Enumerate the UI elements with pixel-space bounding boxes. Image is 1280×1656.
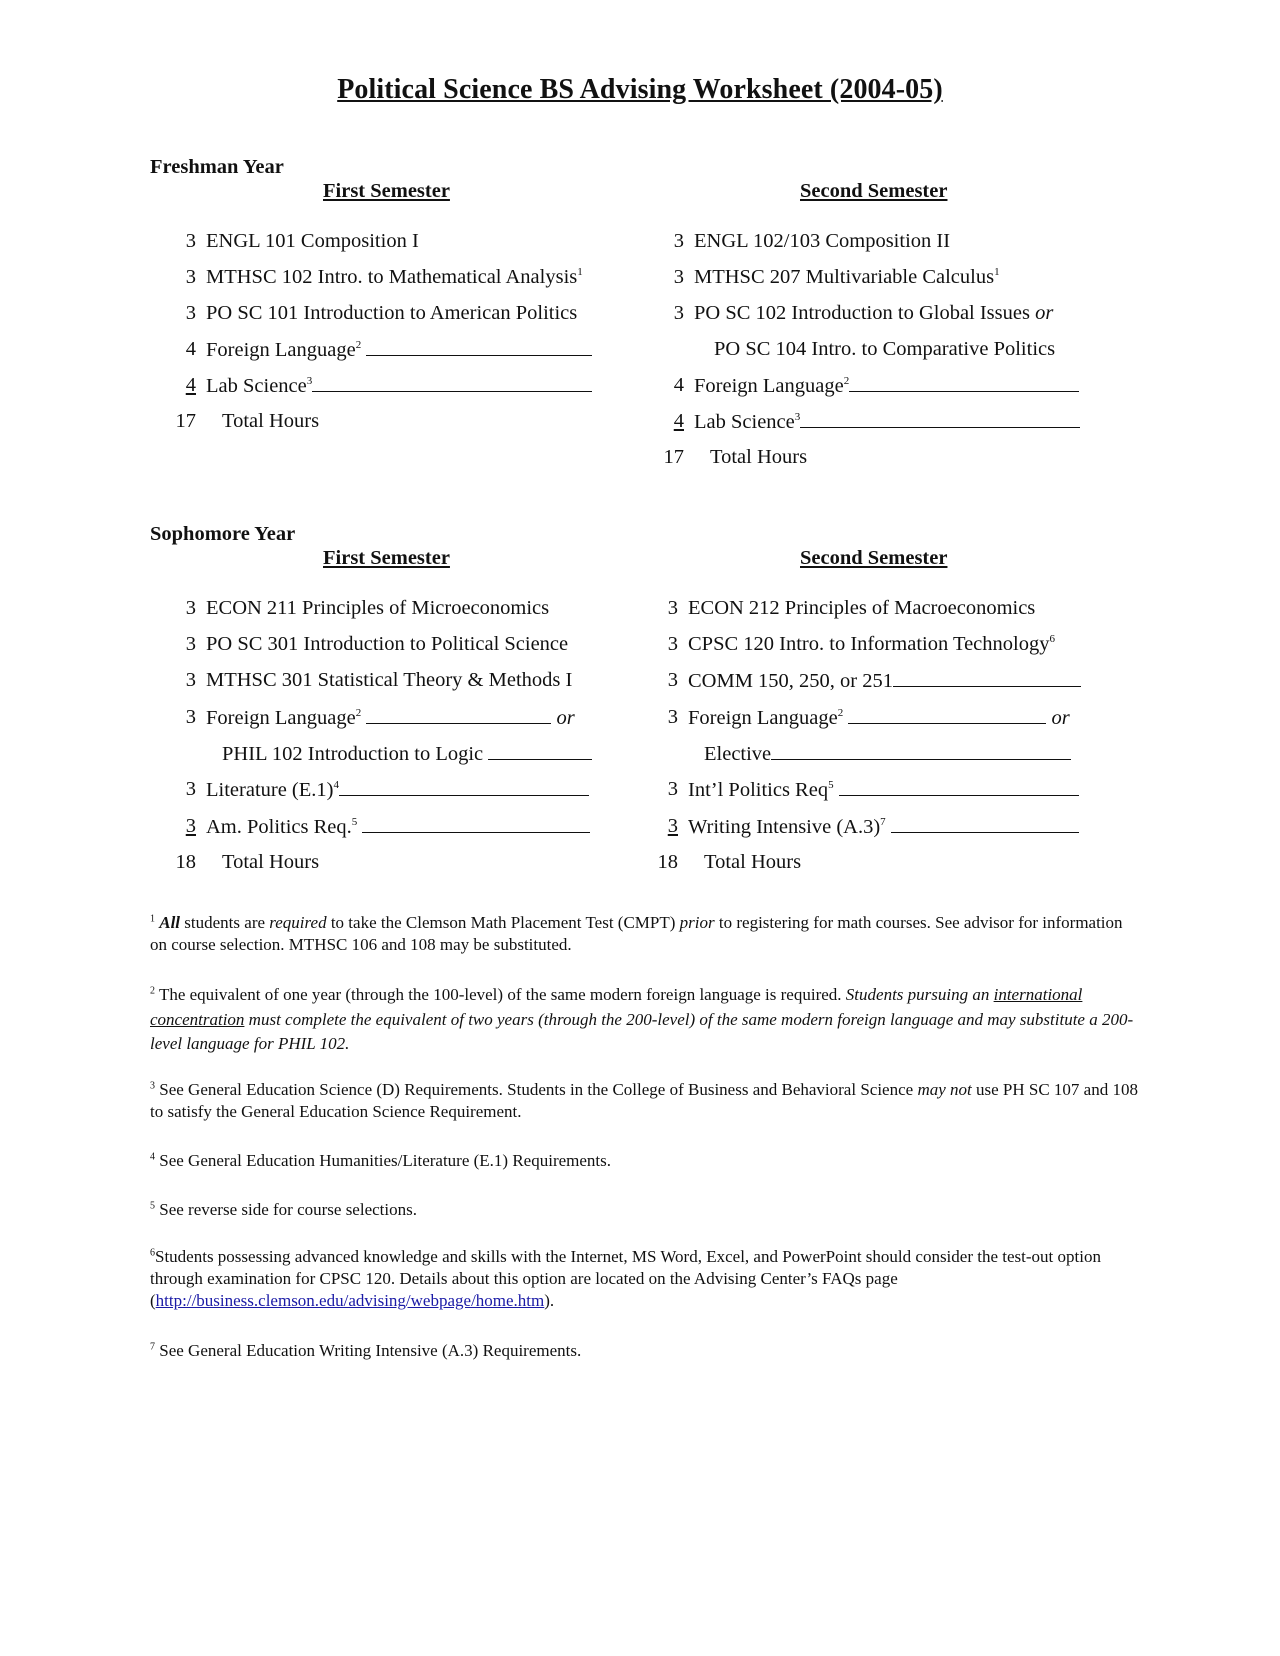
sophomore-year-heading: Sophomore Year [150, 523, 296, 545]
or-connector: or [556, 707, 575, 729]
footnote-ref: 4 [333, 779, 339, 792]
footnote-text: See General Education Writing Intensive (A.3) Requirements. [159, 1341, 582, 1360]
advising-faq-link[interactable]: http://business.clemson.edu/advising/webpage/home.htm [155, 1291, 545, 1310]
footnote-ref: 2 [355, 707, 362, 720]
fill-in-blank[interactable] [891, 813, 1079, 833]
footnote-text: The equivalent of one year (through the 100-level) of the same modern foreign language is required. [158, 985, 846, 1004]
credit-hours: 3 [667, 815, 678, 837]
course-title: MTHSC 207 Multivariable Calculus [694, 266, 995, 288]
course-title: Foreign Language [206, 339, 356, 361]
course-title: PO SC 102 Introduction to Global Issues [694, 302, 1030, 324]
footnote-number: 4 [150, 1151, 155, 1163]
footnote-number: 3 [150, 1080, 155, 1092]
credit-hours: 3 [673, 266, 684, 288]
footnote-ref: 1 [577, 266, 583, 279]
footnote-ref: 2 [843, 375, 850, 388]
total-hours-value: 17 [663, 446, 684, 468]
footnote-text: students are [180, 913, 270, 932]
footnote-text: Students possessing advanced knowledge and skills with the Internet, MS Word, Excel, and PowerPoint should consider the test-out option through examination for CPSC 120. Details about this option are located on the Advising Center’s FAQs page ( [150, 1247, 1101, 1310]
credit-hours: 3 [673, 302, 684, 324]
credit-hours: 3 [667, 778, 678, 800]
course-title: COMM 150, 250, or 251 [688, 670, 894, 692]
footnote-text: to registering for math courses. See advisor for information on course selection. MTHSC 106 and 108 may be substituted. [150, 913, 1123, 954]
footnote-text: required [269, 913, 327, 932]
fill-in-blank[interactable] [366, 704, 551, 724]
freshman-first-semester-heading: First Semester [323, 180, 450, 202]
footnote-text: international concentration [150, 985, 1083, 1029]
footnote-ref: 3 [306, 375, 313, 388]
footnote-ref: 7 [880, 816, 886, 829]
footnote-number: 1 [150, 913, 155, 925]
sophomore-first-semester-heading: First Semester [323, 547, 450, 569]
fill-in-blank[interactable] [339, 776, 589, 796]
footnote-7 [150, 1340, 1140, 1362]
footnote-text: prior [679, 913, 715, 932]
fill-in-blank[interactable] [362, 813, 590, 833]
footnote-number: 7 [150, 1341, 155, 1353]
footnote-text: All [159, 913, 181, 932]
fill-in-blank[interactable] [839, 776, 1079, 796]
fill-in-blank[interactable] [488, 740, 592, 760]
credit-hours: 4 [673, 410, 684, 432]
course-title: PO SC 101 Introduction to American Politics [206, 302, 578, 324]
course-title: Writing Intensive (A.3) [688, 816, 881, 838]
course-title: ECON 212 Principles of Macroeconomics [688, 597, 1036, 619]
total-hours-value: 18 [175, 851, 196, 873]
credit-hours: 3 [667, 633, 678, 655]
course-title: Foreign Language [206, 707, 356, 729]
freshman-year-heading: Freshman Year [150, 156, 284, 178]
credit-hours: 3 [185, 669, 196, 691]
footnote-text: See General Education Science (D) Requirements. Students in the College of Business and Behavioral Science [159, 1080, 918, 1099]
course-title: Lab Science [694, 411, 795, 433]
footnote-3 [150, 1079, 1140, 1123]
fill-in-blank[interactable] [800, 408, 1080, 428]
course-title: Foreign Language [688, 707, 838, 729]
freshman-second-semester-heading: Second Semester [800, 180, 948, 202]
credit-hours: 3 [185, 633, 196, 655]
total-hours-label: Total Hours [222, 851, 320, 873]
credit-hours: 3 [185, 266, 196, 288]
footnote-text: may not [917, 1080, 972, 1099]
footnote-4 [150, 1150, 1140, 1172]
footnote-ref: 2 [355, 339, 362, 352]
footnote-1 [150, 912, 1140, 956]
footnote-text: must complete the equivalent of two years (through the 200-level) of the same modern foreign language and may substitute a 200-level language for PHIL 102. [150, 1009, 1134, 1053]
footnote-text: ). [544, 1291, 555, 1310]
footnote-text: See reverse side for course selections. [155, 1200, 417, 1219]
footnote-ref: 6 [1049, 633, 1055, 646]
total-hours-label: Total Hours [710, 446, 808, 468]
course-title: MTHSC 102 Intro. to Mathematical Analysis [206, 266, 578, 288]
credit-hours: 3 [673, 230, 684, 252]
credit-hours: 3 [185, 230, 196, 252]
fill-in-blank[interactable] [849, 372, 1079, 392]
course-title: PO SC 104 Intro. to Comparative Politics [714, 338, 1056, 360]
course-title: PHIL 102 Introduction to Logic [222, 743, 484, 765]
course-title: Am. Politics Req. [206, 816, 352, 838]
fill-in-blank[interactable] [312, 372, 592, 392]
footnote-ref: 5 [828, 779, 834, 792]
credit-hours: 3 [667, 706, 678, 728]
course-title: Elective [704, 743, 772, 765]
fill-in-blank[interactable] [848, 704, 1046, 724]
footnote-5 [150, 1199, 1140, 1221]
footnote-number: 6 [150, 1247, 155, 1259]
footnote-text: to take the Clemson Math Placement Test (CMPT) [326, 913, 680, 932]
credit-hours: 3 [185, 706, 196, 728]
course-title: CPSC 120 Intro. to Information Technology [688, 633, 1050, 655]
total-hours-value: 17 [175, 410, 196, 432]
course-title: ENGL 102/103 Composition II [694, 230, 951, 252]
fill-in-blank[interactable] [366, 336, 592, 356]
fill-in-blank[interactable] [771, 740, 1071, 760]
footnote-6 [150, 1246, 1140, 1312]
credit-hours: 3 [667, 597, 678, 619]
course-title: PO SC 301 Introduction to Political Science [206, 633, 569, 655]
footnote-text: use PH SC 107 and 108 to satisfy the General Education Science Requirement. [150, 1080, 1138, 1121]
credit-hours: 3 [667, 669, 678, 691]
credit-hours: 3 [185, 597, 196, 619]
footnote-text: Students pursuing an [845, 985, 994, 1004]
course-title: Foreign Language [694, 375, 844, 397]
credit-hours: 4 [185, 374, 196, 396]
footnote-2 [150, 983, 1140, 1057]
credit-hours: 4 [185, 338, 196, 360]
credit-hours: 3 [185, 302, 196, 324]
total-hours-label: Total Hours [704, 851, 802, 873]
or-connector: or [1035, 302, 1054, 324]
total-hours-label: Total Hours [222, 410, 320, 432]
footnote-ref: 1 [994, 266, 1000, 279]
or-connector: or [1051, 707, 1070, 729]
fill-in-blank[interactable] [893, 667, 1081, 687]
credit-hours: 3 [185, 778, 196, 800]
course-title: MTHSC 301 Statistical Theory & Methods I [206, 669, 573, 691]
course-title: Int’l Politics Req [688, 779, 829, 801]
footnote-ref: 5 [351, 816, 358, 829]
footnote-ref: 3 [794, 411, 801, 424]
footnote-ref: 2 [837, 707, 844, 720]
footnote-number: 5 [150, 1200, 155, 1212]
total-hours-value: 18 [657, 851, 678, 873]
credit-hours: 4 [673, 374, 684, 396]
footnote-text: See General Education Humanities/Literature (E.1) Requirements. [159, 1151, 612, 1170]
course-title: ENGL 101 Composition I [206, 230, 419, 252]
page-title: Political Science BS Advising Worksheet (2004-05) [337, 74, 943, 105]
course-title: Literature (E.1) [206, 779, 334, 801]
credit-hours: 3 [185, 815, 196, 837]
course-title: Lab Science [206, 375, 307, 397]
sophomore-second-semester-heading: Second Semester [800, 547, 948, 569]
course-title: ECON 211 Principles of Microeconomics [206, 597, 550, 619]
footnote-number: 2 [150, 985, 155, 997]
